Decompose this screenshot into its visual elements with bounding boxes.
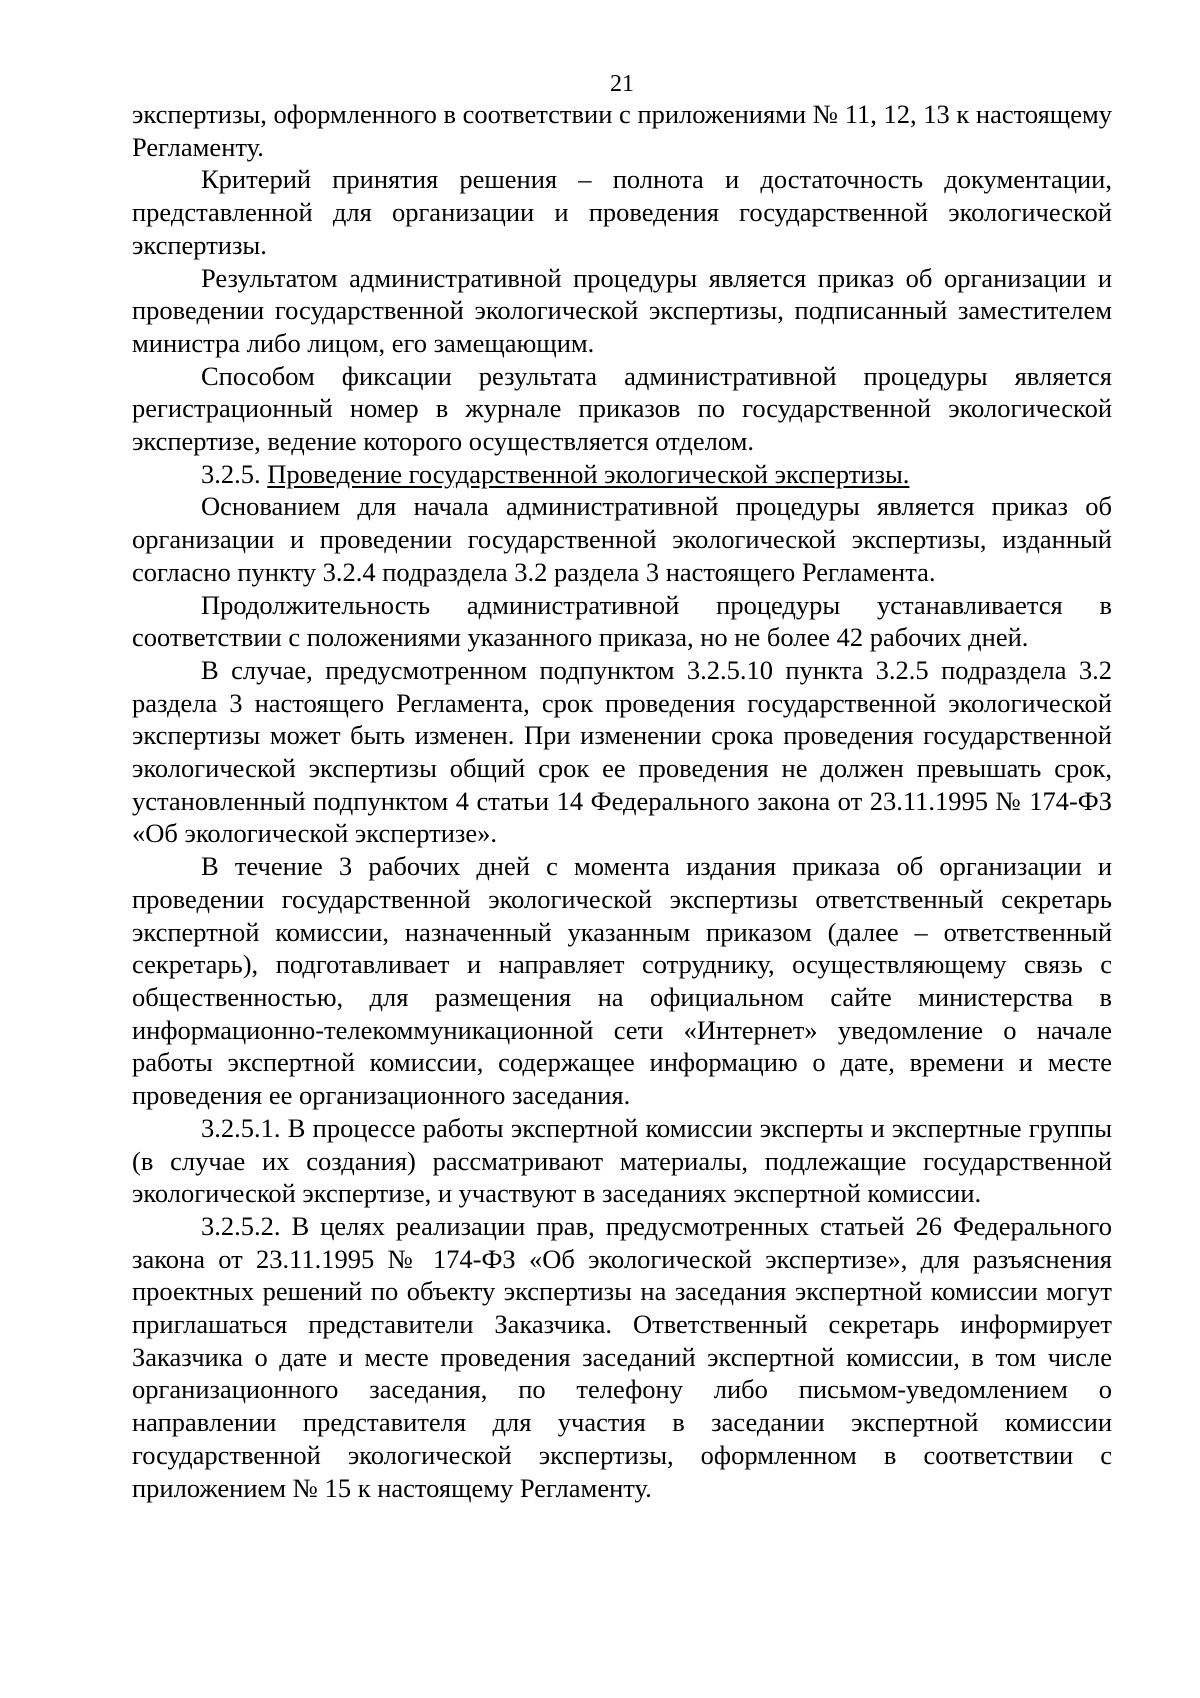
paragraph-3-2-5-1: 3.2.5.1. В процессе работы экспертной комиссии эксперты и экспертные группы (в случае их создания) рассматривают материалы, подлежащие государственной экологической экспертизе, и участвуют в заседаниях экспертной комиссии. [132,1112,1112,1209]
paragraph-result-fixation: Способом фиксации результата административной процедуры является регистрационный номер в журнале приказов по государственной экологической экспертизе, ведение которого осуществляется отделом. [132,360,1112,457]
section-heading-3-2-5 [132,458,1112,491]
paragraph-3-2-5-2: 3.2.5.2. В целях реализации прав, предусмотренных статьей 26 Федерального закона от 23.11.1995 № 174-ФЗ «Об экологической экспертизе», для разъяснения проектных решений по объекту экспертизы на заседания экспертной комиссии могут приглашаться представители Заказчика. Ответственный секретарь информирует Заказчика о дате и месте проведения заседаний экспертной комиссии, в том числе организационного заседания, по телефону либо письмом-уведомлением о направлении представителя для участия в заседании экспертной комиссии государственной экологической экспертизы, оформленном в соответствии с приложением № 15 к настоящему Регламенту. [132,1210,1112,1503]
paragraph-procedure-duration: Продолжительность административной процедуры устанавливается в соответствии с положениями указанного приказа, но не более 42 рабочих дней. [132,589,1112,653]
section-title: Проведение государственной экологической экспертизы. [267,458,910,489]
paragraph-continuation: экспертизы, оформленного в соответствии с приложениями № 11, 12, 13 к настоящему Регламенту. [132,99,1112,162]
section-number: 3.2.5. [201,458,268,489]
paragraph-procedure-basis: Основанием для начала административной процедуры является приказ об организации и проведении государственной экологической экспертизы, изданный согласно пункту 3.2.4 подраздела 3.2 раздела 3 настоящего Регламента. [132,491,1112,587]
paragraph-procedure-result: Результатом административной процедуры является приказ об организации и проведении государственной экологической экспертизы, подписанный заместителем министра либо лицом, его замещающим. [132,262,1112,358]
page-number: 21 [610,71,634,97]
paragraph-commission-notice: В течение 3 рабочих дней с момента издания приказа об организации и проведении государственной экологической экспертизы ответственный секретарь экспертной комиссии, назначенный указанным приказом (далее – ответственный секретарь), подготавливает и направляет сотруднику, осуществляющему связь с общественностью, для размещения на официальном сайте министерства в информационно-телекоммуникационной сети «Интернет» уведомление о начале работы экспертной комиссии, содержащее информацию о дате, времени и месте проведения ее организационного заседания. [132,851,1112,1111]
paragraph-term-change: В случае, предусмотренном подпунктом 3.2.5.10 пункта 3.2.5 подраздела 3.2 раздела 3 настоящего Регламента, срок проведения государственной экологической экспертизы может быть изменен. При изменении срока проведения государственной экологической экспертизы общий срок ее проведения не должен превышать срок, установленный подпунктом 4 статьи 14 Федерального закона от 23.11.1995 № 174-ФЗ «Об экологической экспертизе». [132,654,1112,849]
paragraph-decision-criterion: Критерий принятия решения – полнота и достаточность документации, представленной для организации и проведения государственной экологической экспертизы. [132,164,1112,260]
